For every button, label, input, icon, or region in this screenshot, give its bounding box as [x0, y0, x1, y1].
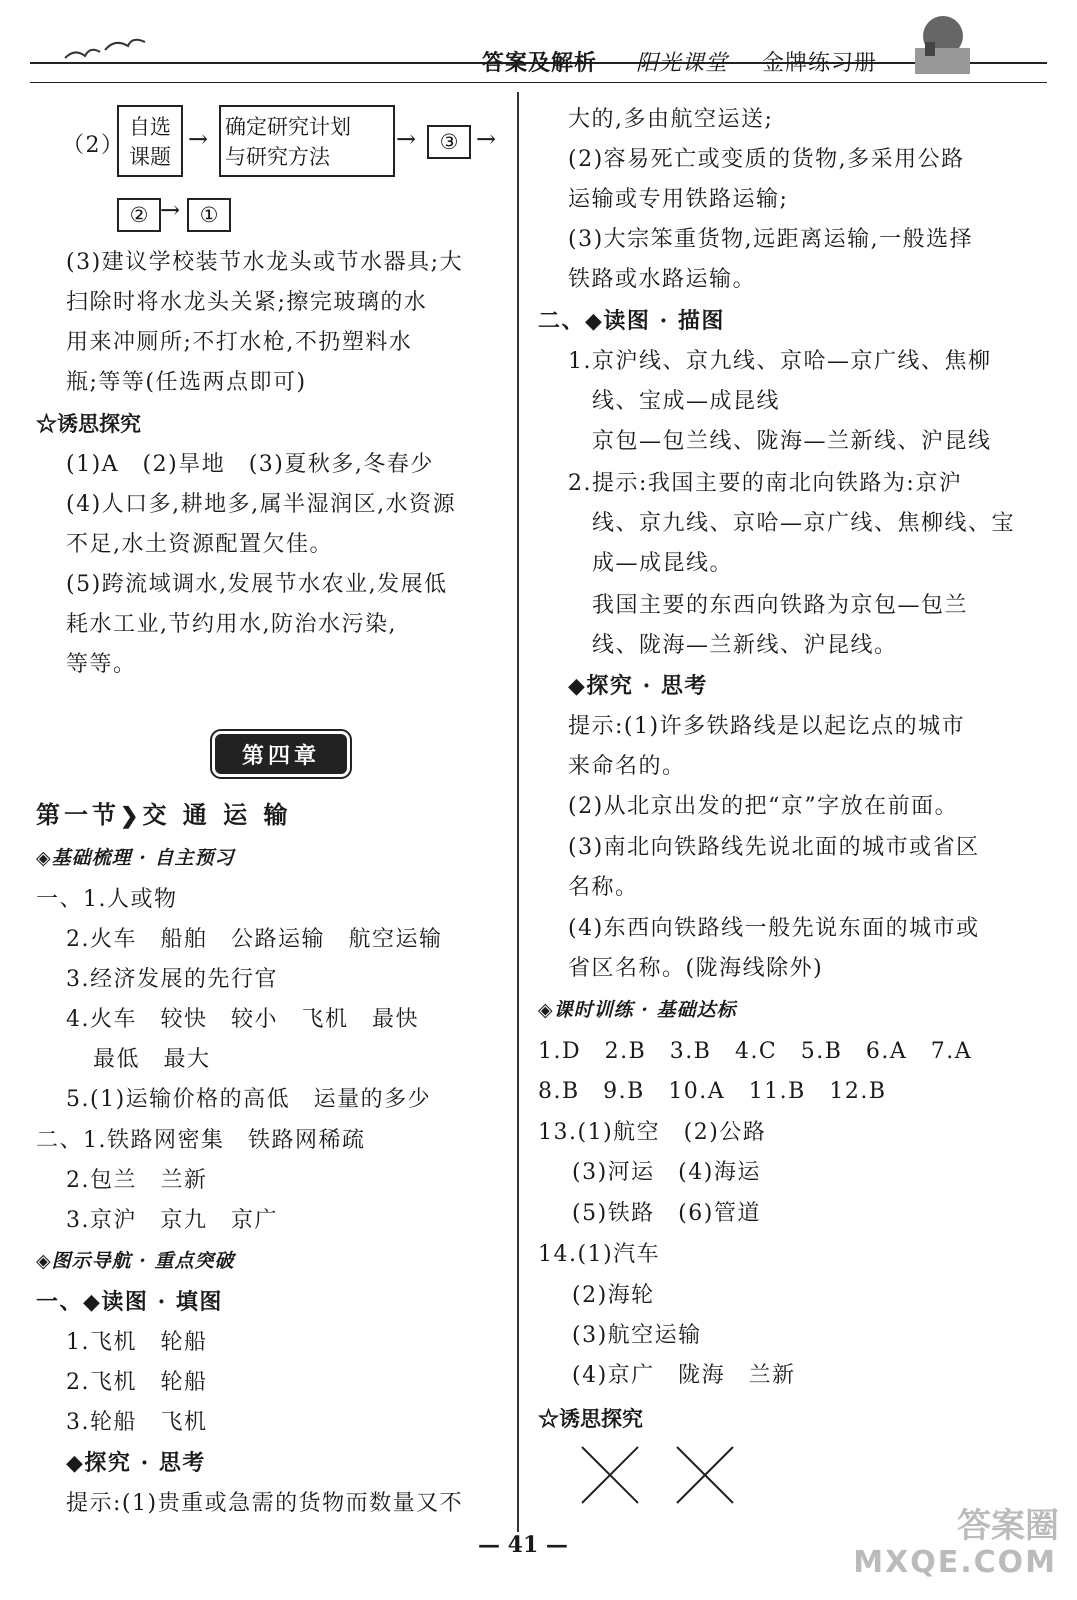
jichu-heading	[36, 843, 234, 870]
tushi-title: 图示导航 · 重点突破	[51, 1250, 235, 1272]
answer-line: 运输或专用铁路运输;	[568, 187, 789, 212]
answer-line: 3.京沪 京九 京广	[66, 1208, 278, 1233]
answer-line: 14.(1)汽车	[538, 1242, 661, 1267]
flow-arrow-icon: →	[476, 125, 497, 153]
tansi-title: 诱思探究	[57, 411, 141, 436]
answer-line: 13.(1)航空 (2)公路	[538, 1120, 767, 1145]
flow-box-line: 与研究方法	[225, 145, 330, 169]
answer-line: 提示:(1)许多铁路线是以起讫点的城市	[568, 714, 966, 739]
tushi-heading	[36, 1246, 234, 1273]
answer-line: 成—成昆线。	[592, 551, 734, 576]
answer-line: (4)东西向铁路线一般先说东面的城市或	[568, 916, 980, 941]
answer-line: 2.提示:我国主要的南北向铁路为:京沪	[568, 471, 963, 496]
flow-box-line: 自选	[129, 115, 171, 139]
answer-line: 线、宝成—成昆线	[592, 389, 781, 414]
answer-line: 京包—包兰线、陇海—兰新线、沪昆线	[592, 429, 992, 454]
answer-line: 一、◆读图 · 填图	[36, 1289, 223, 1315]
answer-line: 瓶;等等(任选两点即可)	[66, 370, 307, 395]
cross-mark-icon	[580, 1445, 640, 1505]
answer-line: 1.D 2.B 3.B 4.C 5.B 6.A 7.A	[538, 1039, 973, 1064]
answer-line: 最低 最大	[93, 1047, 211, 1072]
tansi-title: 诱思探究	[559, 1406, 643, 1431]
header-rule-bottom	[30, 82, 1047, 83]
answer-line: 8.B 9.B 10.A 11.B 12.B	[538, 1079, 887, 1104]
answer-line: ◆探究 · 思考	[66, 1450, 206, 1476]
flow-arrow-icon: →	[160, 196, 181, 224]
answer-line: 3.经济发展的先行官	[66, 967, 278, 992]
flow-box-plan	[219, 105, 395, 177]
answer-line: 2.包兰 兰新	[66, 1168, 208, 1193]
answer-line: 2.飞机 轮船	[66, 1370, 208, 1395]
answer-line: 我国主要的东西向铁路为京包—包兰	[592, 593, 969, 618]
flow-box-line: 确定研究计划	[225, 115, 351, 139]
answer-line: 提示:(1)贵重或急需的货物而数量又不	[66, 1491, 464, 1516]
answer-line: (3)南北向铁路线先说北面的城市或省区	[568, 835, 980, 860]
answer-line: 二、1.铁路网密集 铁路网稀疏	[36, 1128, 366, 1153]
chevron-right-icon: ❯	[120, 803, 143, 829]
header-title-answers: 答案及解析	[482, 50, 598, 76]
cross-mark-icon	[675, 1445, 735, 1505]
answer-line: 耗水工业,节约用水,防治水污染,	[66, 612, 397, 637]
keshi-heading	[538, 995, 736, 1022]
answer-line: 不足,水土资源配置欠佳。	[66, 532, 333, 557]
answer-line: 1.飞机 轮船	[66, 1330, 208, 1355]
watermark-url: MXQE.COM	[853, 1545, 1057, 1580]
answer-line: (4)京广 陇海 兰新	[572, 1363, 796, 1388]
answer-line: 一、1.人或物	[36, 887, 178, 912]
watermark-text: 答案圈	[957, 1506, 1059, 1546]
answer-line: (5)铁路 (6)管道	[572, 1201, 761, 1226]
header-globe-icon	[905, 8, 975, 78]
tansi-heading	[36, 408, 141, 438]
answer-line: 大的,多由航空运送;	[568, 107, 774, 132]
jichu-title: 基础梳理 · 自主预习	[51, 847, 235, 869]
header-title-series: 金牌练习册	[762, 51, 878, 76]
answer-line: 二、◆读图 · 描图	[538, 308, 725, 334]
answer-line: 名称。	[568, 875, 639, 900]
tansi-heading-right	[538, 1403, 643, 1433]
answer-line: 扫除时将水龙头关紧;擦完玻璃的水	[66, 290, 428, 315]
flow-box-3: ③	[427, 125, 471, 159]
page-number: — 41 —	[478, 1532, 568, 1558]
star-icon: ☆	[36, 411, 57, 436]
answer-line: 线、京九线、京哈—京广线、焦柳线、宝	[592, 511, 1016, 536]
diamond-icon: ◈	[36, 847, 52, 869]
flow-label: （2）	[62, 133, 125, 158]
answer-line: 铁路或水路运输。	[568, 267, 757, 292]
header-birds-icon	[60, 30, 150, 70]
answer-line: 5.(1)运输价格的高低 运量的多少	[66, 1087, 432, 1112]
answer-line: 3.轮船 飞机	[66, 1410, 208, 1435]
answer-line: (3)河运 (4)海运	[572, 1160, 761, 1185]
column-divider	[517, 92, 519, 1532]
flow-arrow-icon: →	[188, 125, 209, 153]
answer-line: (4)人口多,耕地多,属半湿润区,水资源	[66, 492, 457, 517]
flow-arrow-icon: →	[396, 125, 417, 153]
answer-line: 省区名称。(陇海线除外)	[568, 956, 824, 981]
header-title-brand: 阳光课堂	[636, 51, 729, 76]
section-title	[36, 795, 292, 830]
keshi-title: 课时训练 · 基础达标	[553, 999, 737, 1021]
chapter-badge: 第四章	[215, 734, 347, 774]
answer-line: (3)航空运输	[572, 1323, 702, 1348]
flow-box-line: 课题	[129, 145, 171, 169]
answer-line: 2.火车 船舶 公路运输 航空运输	[66, 927, 443, 952]
flow-box-1: ①	[187, 198, 231, 232]
diamond-icon: ◈	[538, 999, 554, 1021]
flow-box-self-select	[117, 105, 183, 177]
answer-line: (5)跨流域调水,发展节水农业,发展低	[66, 572, 448, 597]
section-name: 交 通 运 输	[142, 800, 292, 829]
answer-line: 线、陇海—兰新线、沪昆线。	[592, 633, 898, 658]
answer-line: (3)建议学校装节水龙头或节水器具;大	[66, 250, 464, 275]
answer-line: (1)A (2)旱地 (3)夏秋多,冬春少	[66, 452, 434, 477]
answer-line: ◆探究 · 思考	[568, 673, 708, 699]
answer-line: (3)大宗笨重货物,远距离运输,一般选择	[568, 227, 974, 252]
star-icon: ☆	[538, 1406, 559, 1431]
answer-line: (2)海轮	[572, 1283, 655, 1308]
answer-line: 来命名的。	[568, 754, 686, 779]
flow-box-2: ②	[117, 198, 161, 232]
answer-line: 用来冲厕所;不打水枪,不扔塑料水	[66, 330, 413, 355]
diamond-icon: ◈	[36, 1250, 52, 1272]
answer-line: 1.京沪线、京九线、京哈—京广线、焦柳	[568, 349, 992, 374]
section-number: 第一节	[36, 800, 120, 829]
answer-line: (2)容易死亡或变质的货物,多采用公路	[568, 147, 965, 172]
answer-line: (2)从北京出发的把“京”字放在前面。	[568, 794, 959, 819]
answer-line: 等等。	[66, 652, 137, 677]
answer-line: 4.火车 较快 较小 飞机 最快	[66, 1007, 419, 1032]
